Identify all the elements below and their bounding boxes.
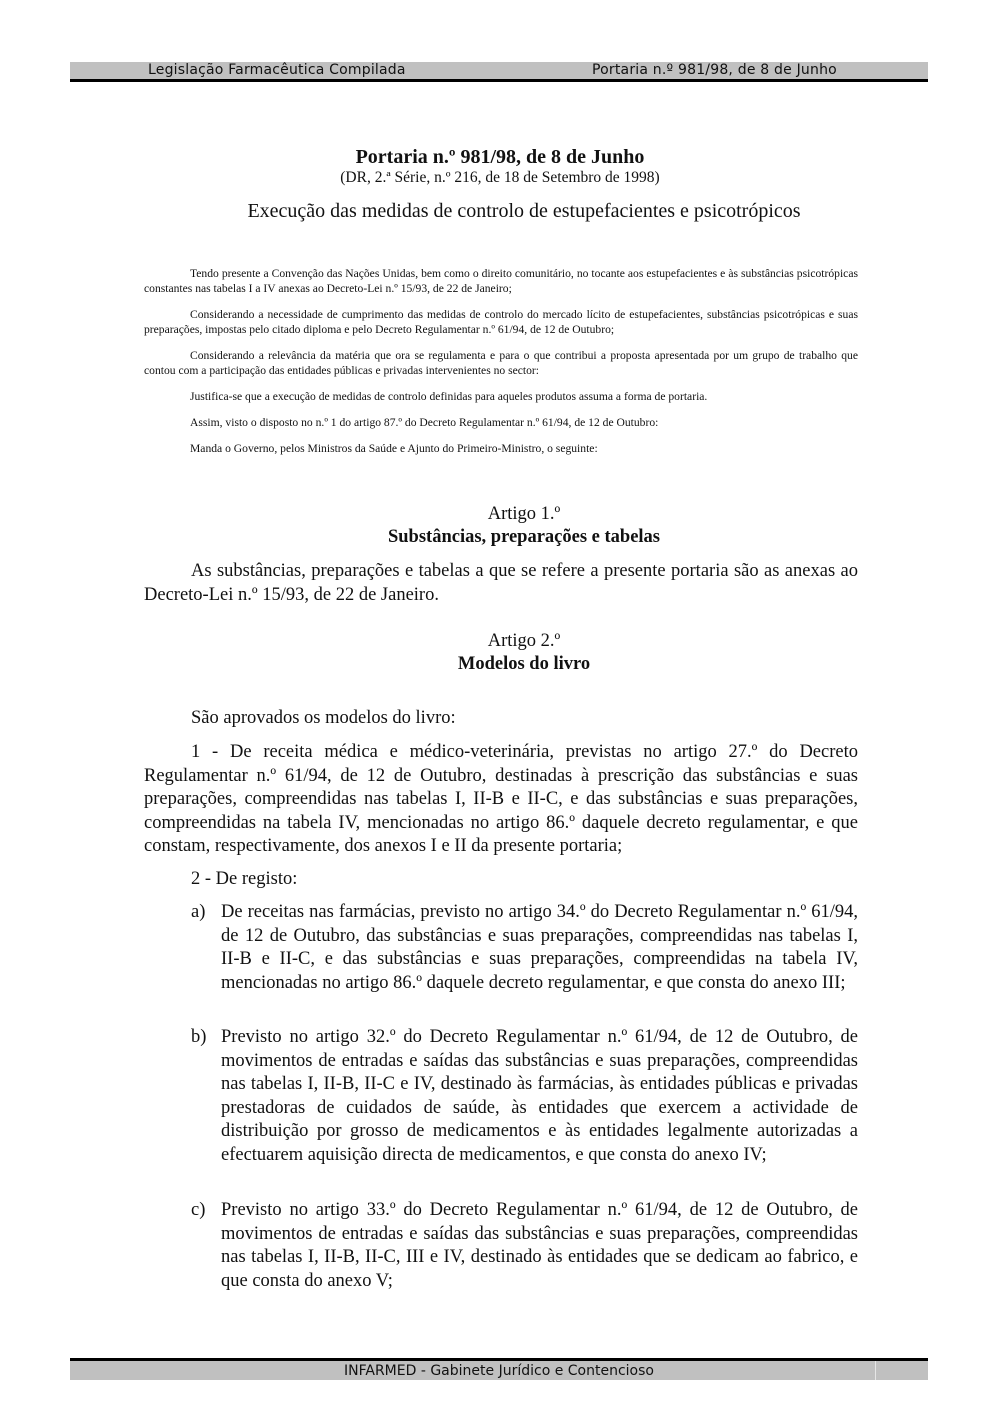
document-title: Portaria n.º 981/98, de 8 de Junho — [355, 146, 645, 168]
list-item-text: Previsto no artigo 32.º do Decreto Regulamentar n.º 61/94, de 12 de Outubro, de movimentos de entradas e saídas das substâncias e suas preparações, compreendidas nas tabelas I, II-B, II-C e IV, destinado às farmácias, às entidades públicas e privadas prestadoras de cuidados de saúde, às entidades que exercem a actividade de distribuição por grosso de medicamentos e às entidades legalmente autorizadas a efectuarem aquisição directa de medicamentos, e que consta do anexo IV; — [221, 1027, 858, 1165]
preamble-text: Tendo presente a Convenção das Nações Unidas, bem como o direito comunitário, no tocante aos estupefacientes e às substâncias psicotrópicas constantes nas tabelas I a IV anexas ao Decreto-Lei n.º 15/93, de 22 de Janeiro; — [144, 267, 858, 295]
list-item-text: De receitas nas farmácias, previsto no artigo 34.º do Decreto Regulamentar n.º 61/94, de 12 de Outubro, das substâncias e suas preparações, compreendidas nas tabelas I, II-B e II-C, e das substâncias e suas preparações, compreendidas na tabela IV, mencionadas no artigo 86.º daquele decreto regulamentar, e que consta do anexo III; — [221, 902, 858, 993]
document-heading: Execução das medidas de controlo de estupefacientes e psicotrópicos — [247, 200, 801, 222]
list-item-text: Previsto no artigo 33.º do Decreto Regulamentar n.º 61/94, de 12 de Outubro, de movimentos de entradas e saídas das substâncias e suas preparações, compreendidas nas tabelas I, II-B, II-C, III e IV, destinado às entidades que se dedicam ao fabrico, e que consta do anexo V; — [221, 1200, 858, 1291]
article-1-number: Artigo 1.º — [487, 504, 561, 524]
list-marker: b) — [191, 1027, 207, 1047]
article-2-intro — [144, 707, 858, 731]
preamble-paragraph — [144, 415, 858, 430]
preamble-paragraph — [144, 266, 858, 296]
list-item-a — [191, 901, 858, 995]
preamble-paragraph — [144, 348, 858, 378]
list-item-b — [191, 1026, 858, 1167]
preamble-paragraph — [144, 389, 858, 404]
footer-text: INFARMED - Gabinete Jurídico e Contencioso — [344, 1363, 654, 1379]
preamble-text: Considerando a necessidade de cumprimento das medidas de controlo do mercado lícito de estupefacientes, substâncias psicotrópicas e suas preparações, impostas pelo citado diploma e pelo Decreto Regulamentar n.º 61/94, de 12 de Outubro; — [144, 308, 858, 336]
article-paragraph: São aprovados os modelos do livro: — [191, 708, 456, 728]
preamble-text: Manda o Governo, pelos Ministros da Saúde e Ajunto do Primeiro-Ministro, o seguinte: — [190, 442, 598, 455]
preamble-paragraph — [144, 441, 858, 456]
preamble-text: Assim, visto o disposto no n.º 1 do artigo 87.º do Decreto Regulamentar n.º 61/94, de 12 de Outubro: — [190, 416, 659, 429]
article-2-item-1 — [144, 741, 858, 859]
header-rule — [70, 79, 928, 82]
article-1-title: Substâncias, preparações e tabelas — [387, 527, 661, 547]
header-publication-title: Legislação Farmacêutica Compilada — [148, 62, 406, 78]
article-1-body — [144, 560, 858, 607]
list-marker: a) — [191, 902, 206, 922]
document-subtitle: (DR, 2.ª Série, n.º 216, de 18 de Setembro de 1998) — [340, 169, 660, 186]
article-paragraph: 1 - De receita médica e médico-veterinária, previstas no artigo 27.º do Decreto Regulamentar n.º 61/94, de 12 de Outubro, destinadas à prescrição das substâncias e suas preparações, compreendidas nas tabelas I, II-B e II-C, e das substâncias e suas preparações, compreendidas na tabela IV, mencionadas no artigo 86.º daquele decreto regulamentar, e que constam, respectivamente, dos anexos I e II da presente portaria; — [144, 742, 858, 856]
list-item-c — [191, 1199, 858, 1293]
article-2-number: Artigo 2.º — [487, 631, 561, 651]
preamble-paragraph — [144, 307, 858, 337]
article-paragraph: 2 - De registo: — [191, 869, 298, 889]
article-paragraph: As substâncias, preparações e tabelas a que se refere a presente portaria são as anexas ao Decreto-Lei n.º 15/93, de 22 de Janeiro. — [144, 561, 858, 605]
preamble-text: Justifica-se que a execução de medidas de controlo definidas para aqueles produtos assuma a forma de portaria. — [190, 390, 708, 403]
list-marker: c) — [191, 1200, 206, 1220]
preamble-text: Considerando a relevância da matéria que ora se regulamenta e para o que contribui a proposta apresentada por um grupo de trabalho que contou com a participação das entidades públicas e privadas intervenientes no sector: — [144, 349, 858, 377]
article-2-title: Modelos do livro — [457, 654, 591, 674]
article-2-item-2 — [144, 868, 858, 892]
header-document-reference: Portaria n.º 981/98, de 8 de Junho — [592, 62, 837, 78]
